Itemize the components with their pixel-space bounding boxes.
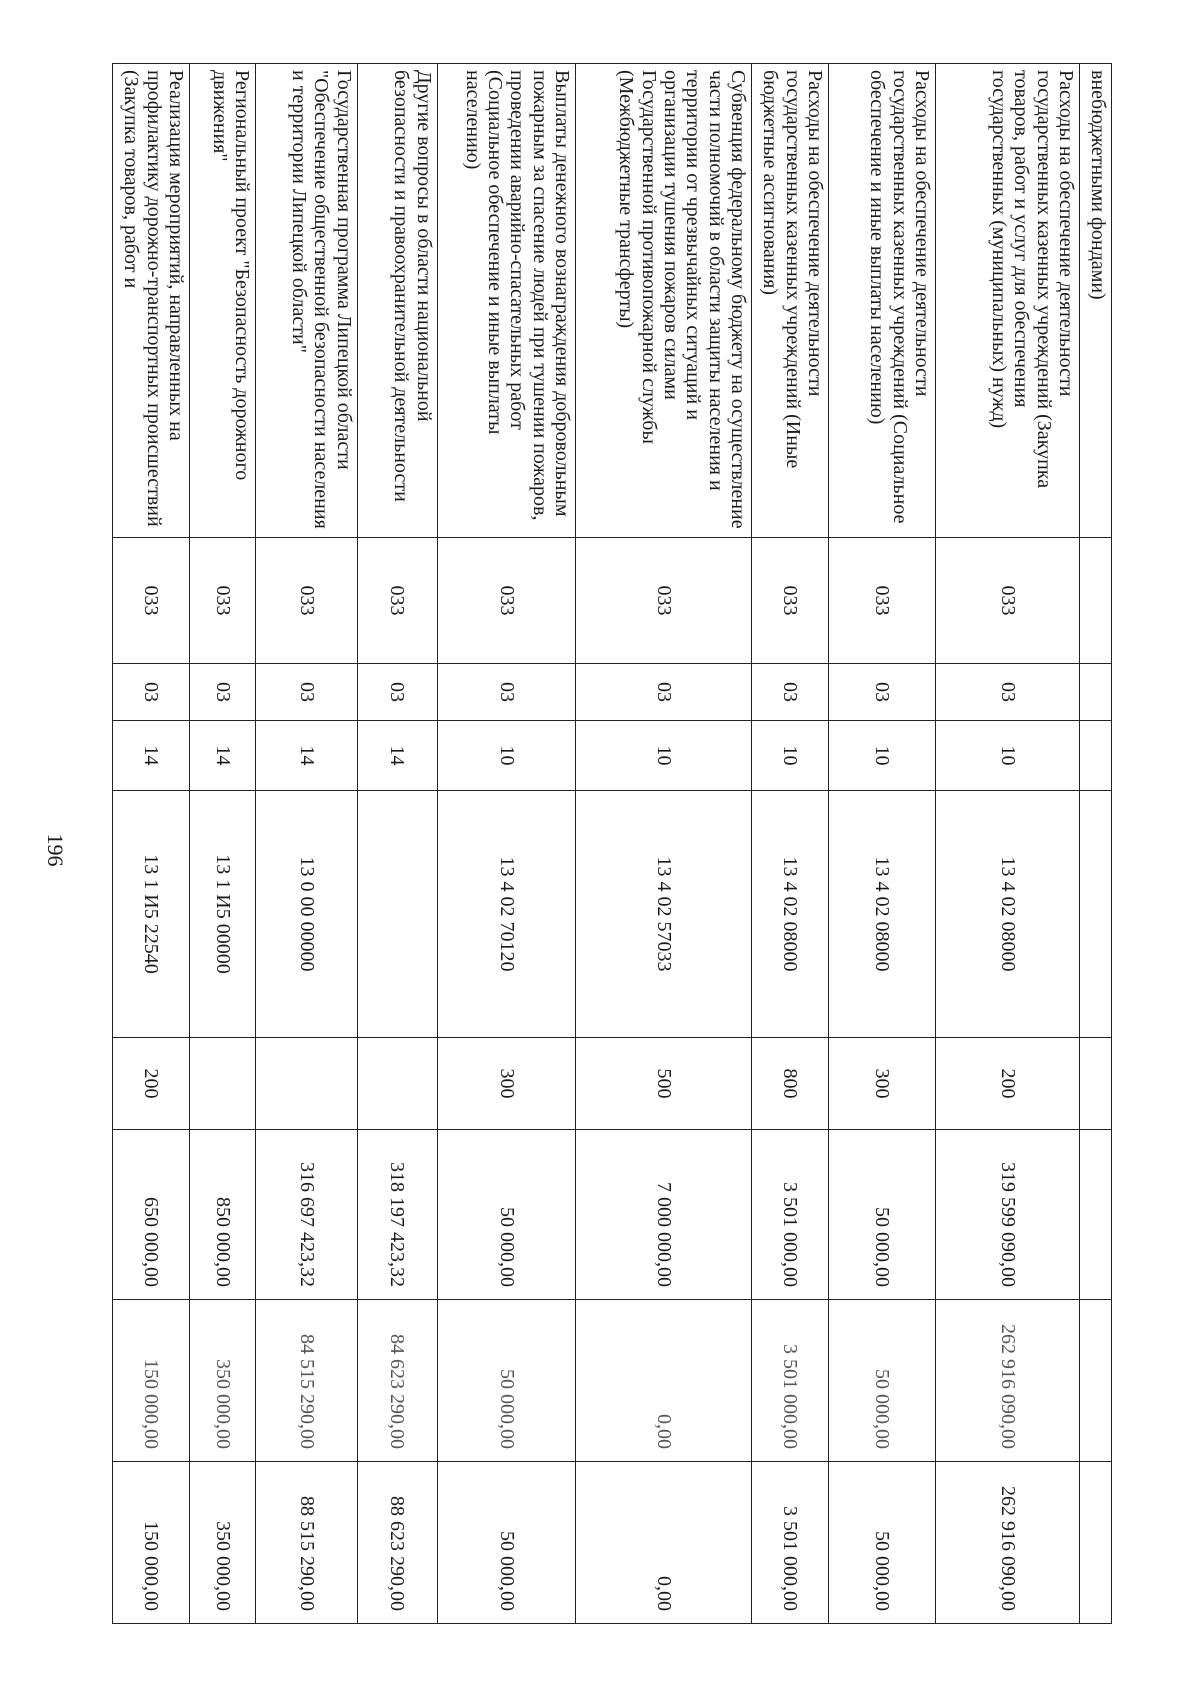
section-code bbox=[1080, 664, 1112, 721]
budget-table bbox=[112, 63, 1112, 1624]
subsection-code: 10 bbox=[752, 721, 829, 791]
rotated-page bbox=[112, 63, 1112, 1623]
expense-type bbox=[1080, 1038, 1112, 1130]
amount-year-3: 88 623 290,00 bbox=[357, 1462, 437, 1624]
subsection-code: 14 bbox=[357, 721, 437, 791]
amount-year-1: 316 697 423,32 bbox=[256, 1130, 357, 1300]
table-row bbox=[437, 64, 576, 1624]
section-code: 03 bbox=[256, 664, 357, 721]
expense-type bbox=[256, 1038, 357, 1130]
table-row bbox=[935, 64, 1079, 1624]
section-code: 03 bbox=[437, 664, 576, 721]
expense-type bbox=[357, 1038, 437, 1130]
amount-year-3: 262 916 090,00 bbox=[935, 1462, 1079, 1624]
table-row bbox=[190, 64, 256, 1624]
amount-year-3: 50 000,00 bbox=[437, 1462, 576, 1624]
amount-year-2: 350 000,00 bbox=[190, 1300, 256, 1462]
amount-year-1: 650 000,00 bbox=[113, 1130, 190, 1300]
section-code: 03 bbox=[576, 664, 752, 721]
section-code: 03 bbox=[357, 664, 437, 721]
target-article: 13 4 02 57033 bbox=[576, 791, 752, 1038]
amount-year-3: 0,00 bbox=[576, 1462, 752, 1624]
table-row bbox=[113, 64, 190, 1624]
expense-type: 200 bbox=[113, 1038, 190, 1130]
amount-year-3: 88 515 290,00 bbox=[256, 1462, 357, 1624]
grbs-code: 033 bbox=[576, 538, 752, 664]
table-row bbox=[357, 64, 437, 1624]
amount-year-3: 150 000,00 bbox=[113, 1462, 190, 1624]
amount-year-2: 3 501 000,00 bbox=[752, 1300, 829, 1462]
section-code: 03 bbox=[190, 664, 256, 721]
page-number: 196 bbox=[43, 833, 68, 867]
amount-year-1: 3 501 000,00 bbox=[752, 1130, 829, 1300]
row-name: Государственная программа Липецкой области "Обеспечение общественной безопасности населения и территории Липецкой области" bbox=[256, 64, 357, 538]
table-row bbox=[829, 64, 936, 1624]
grbs-code: 033 bbox=[256, 538, 357, 664]
table-row bbox=[256, 64, 357, 1624]
table-row bbox=[1080, 64, 1112, 1624]
amount-year-1 bbox=[1080, 1130, 1112, 1300]
target-article: 13 4 02 08000 bbox=[935, 791, 1079, 1038]
expense-type: 200 bbox=[935, 1038, 1079, 1130]
amount-year-2: 50 000,00 bbox=[829, 1300, 936, 1462]
row-name: Расходы на обеспечение деятельности государственных казенных учреждений (Иные бюджетные ассигнования) bbox=[752, 64, 829, 538]
row-name: Другие вопросы в области национальной безопасности и правоохранительной деятельности bbox=[357, 64, 437, 538]
table-row bbox=[752, 64, 829, 1624]
target-article: 13 1 И5 00000 bbox=[190, 791, 256, 1038]
expense-type: 800 bbox=[752, 1038, 829, 1130]
subsection-code: 10 bbox=[829, 721, 936, 791]
row-name: Региональный проект "Безопасность дорожного движения" bbox=[190, 64, 256, 538]
amount-year-3: 50 000,00 bbox=[829, 1462, 936, 1624]
subsection-code: 14 bbox=[113, 721, 190, 791]
expense-type: 500 bbox=[576, 1038, 752, 1130]
amount-year-3: 3 501 000,00 bbox=[752, 1462, 829, 1624]
subsection-code: 14 bbox=[190, 721, 256, 791]
target-article: 13 1 И5 22540 bbox=[113, 791, 190, 1038]
row-name: Расходы на обеспечение деятельности государственных казенных учреждений (Социальное обеспечение и иные выплаты населению) bbox=[829, 64, 936, 538]
amount-year-1: 50 000,00 bbox=[829, 1130, 936, 1300]
subsection-code: 10 bbox=[437, 721, 576, 791]
grbs-code: 033 bbox=[113, 538, 190, 664]
amount-year-2: 84 515 290,00 bbox=[256, 1300, 357, 1462]
grbs-code: 033 bbox=[752, 538, 829, 664]
target-article: 13 0 00 00000 bbox=[256, 791, 357, 1038]
amount-year-2 bbox=[1080, 1300, 1112, 1462]
subsection-code: 10 bbox=[576, 721, 752, 791]
grbs-code: 033 bbox=[935, 538, 1079, 664]
amount-year-1: 850 000,00 bbox=[190, 1130, 256, 1300]
amount-year-1: 319 599 090,00 bbox=[935, 1130, 1079, 1300]
subsection-code: 10 bbox=[935, 721, 1079, 791]
section-code: 03 bbox=[829, 664, 936, 721]
target-article bbox=[1080, 791, 1112, 1038]
section-code: 03 bbox=[113, 664, 190, 721]
grbs-code: 033 bbox=[829, 538, 936, 664]
row-name: внебюджетными фондами) bbox=[1080, 64, 1112, 538]
grbs-code: 033 bbox=[357, 538, 437, 664]
row-name: Расходы на обеспечение деятельности государственных казенных учреждений (Закупка товаров, работ и услуг для обеспечения государственных (муниципальных) нужд) bbox=[935, 64, 1079, 538]
amount-year-1: 50 000,00 bbox=[437, 1130, 576, 1300]
amount-year-2: 84 623 290,00 bbox=[357, 1300, 437, 1462]
amount-year-2: 150 000,00 bbox=[113, 1300, 190, 1462]
section-code: 03 bbox=[935, 664, 1079, 721]
expense-type bbox=[190, 1038, 256, 1130]
grbs-code bbox=[1080, 538, 1112, 664]
grbs-code: 033 bbox=[437, 538, 576, 664]
amount-year-2: 0,00 bbox=[576, 1300, 752, 1462]
target-article: 13 4 02 08000 bbox=[752, 791, 829, 1038]
target-article: 13 4 02 70120 bbox=[437, 791, 576, 1038]
row-name: Выплаты денежного вознаграждения добровольным пожарным за спасение людей при тушении пожаров, проведении аварийно-спасательных работ (Социальное обеспечение и иные выплаты населению) bbox=[437, 64, 576, 538]
subsection-code bbox=[1080, 721, 1112, 791]
row-name: Реализация мероприятий, направленных на профилактику дорожно-транспортных происшествий (Закупка товаров, работ и bbox=[113, 64, 190, 538]
target-article: 13 4 02 08000 bbox=[829, 791, 936, 1038]
expense-type: 300 bbox=[829, 1038, 936, 1130]
subsection-code: 14 bbox=[256, 721, 357, 791]
expense-type: 300 bbox=[437, 1038, 576, 1130]
table-row bbox=[576, 64, 752, 1624]
row-name: Субвенция федеральному бюджету на осуществление части полномочий в области защиты населения и территории от чрезвычайных ситуаций и организации тушения пожаров силами Государственной противопожарной службы (Межбюджетные трансферты) bbox=[576, 64, 752, 538]
amount-year-1: 7 000 000,00 bbox=[576, 1130, 752, 1300]
amount-year-1: 318 197 423,32 bbox=[357, 1130, 437, 1300]
amount-year-2: 262 916 090,00 bbox=[935, 1300, 1079, 1462]
section-code: 03 bbox=[752, 664, 829, 721]
amount-year-3: 350 000,00 bbox=[190, 1462, 256, 1624]
target-article bbox=[357, 791, 437, 1038]
amount-year-3 bbox=[1080, 1462, 1112, 1624]
grbs-code: 033 bbox=[190, 538, 256, 664]
amount-year-2: 50 000,00 bbox=[437, 1300, 576, 1462]
